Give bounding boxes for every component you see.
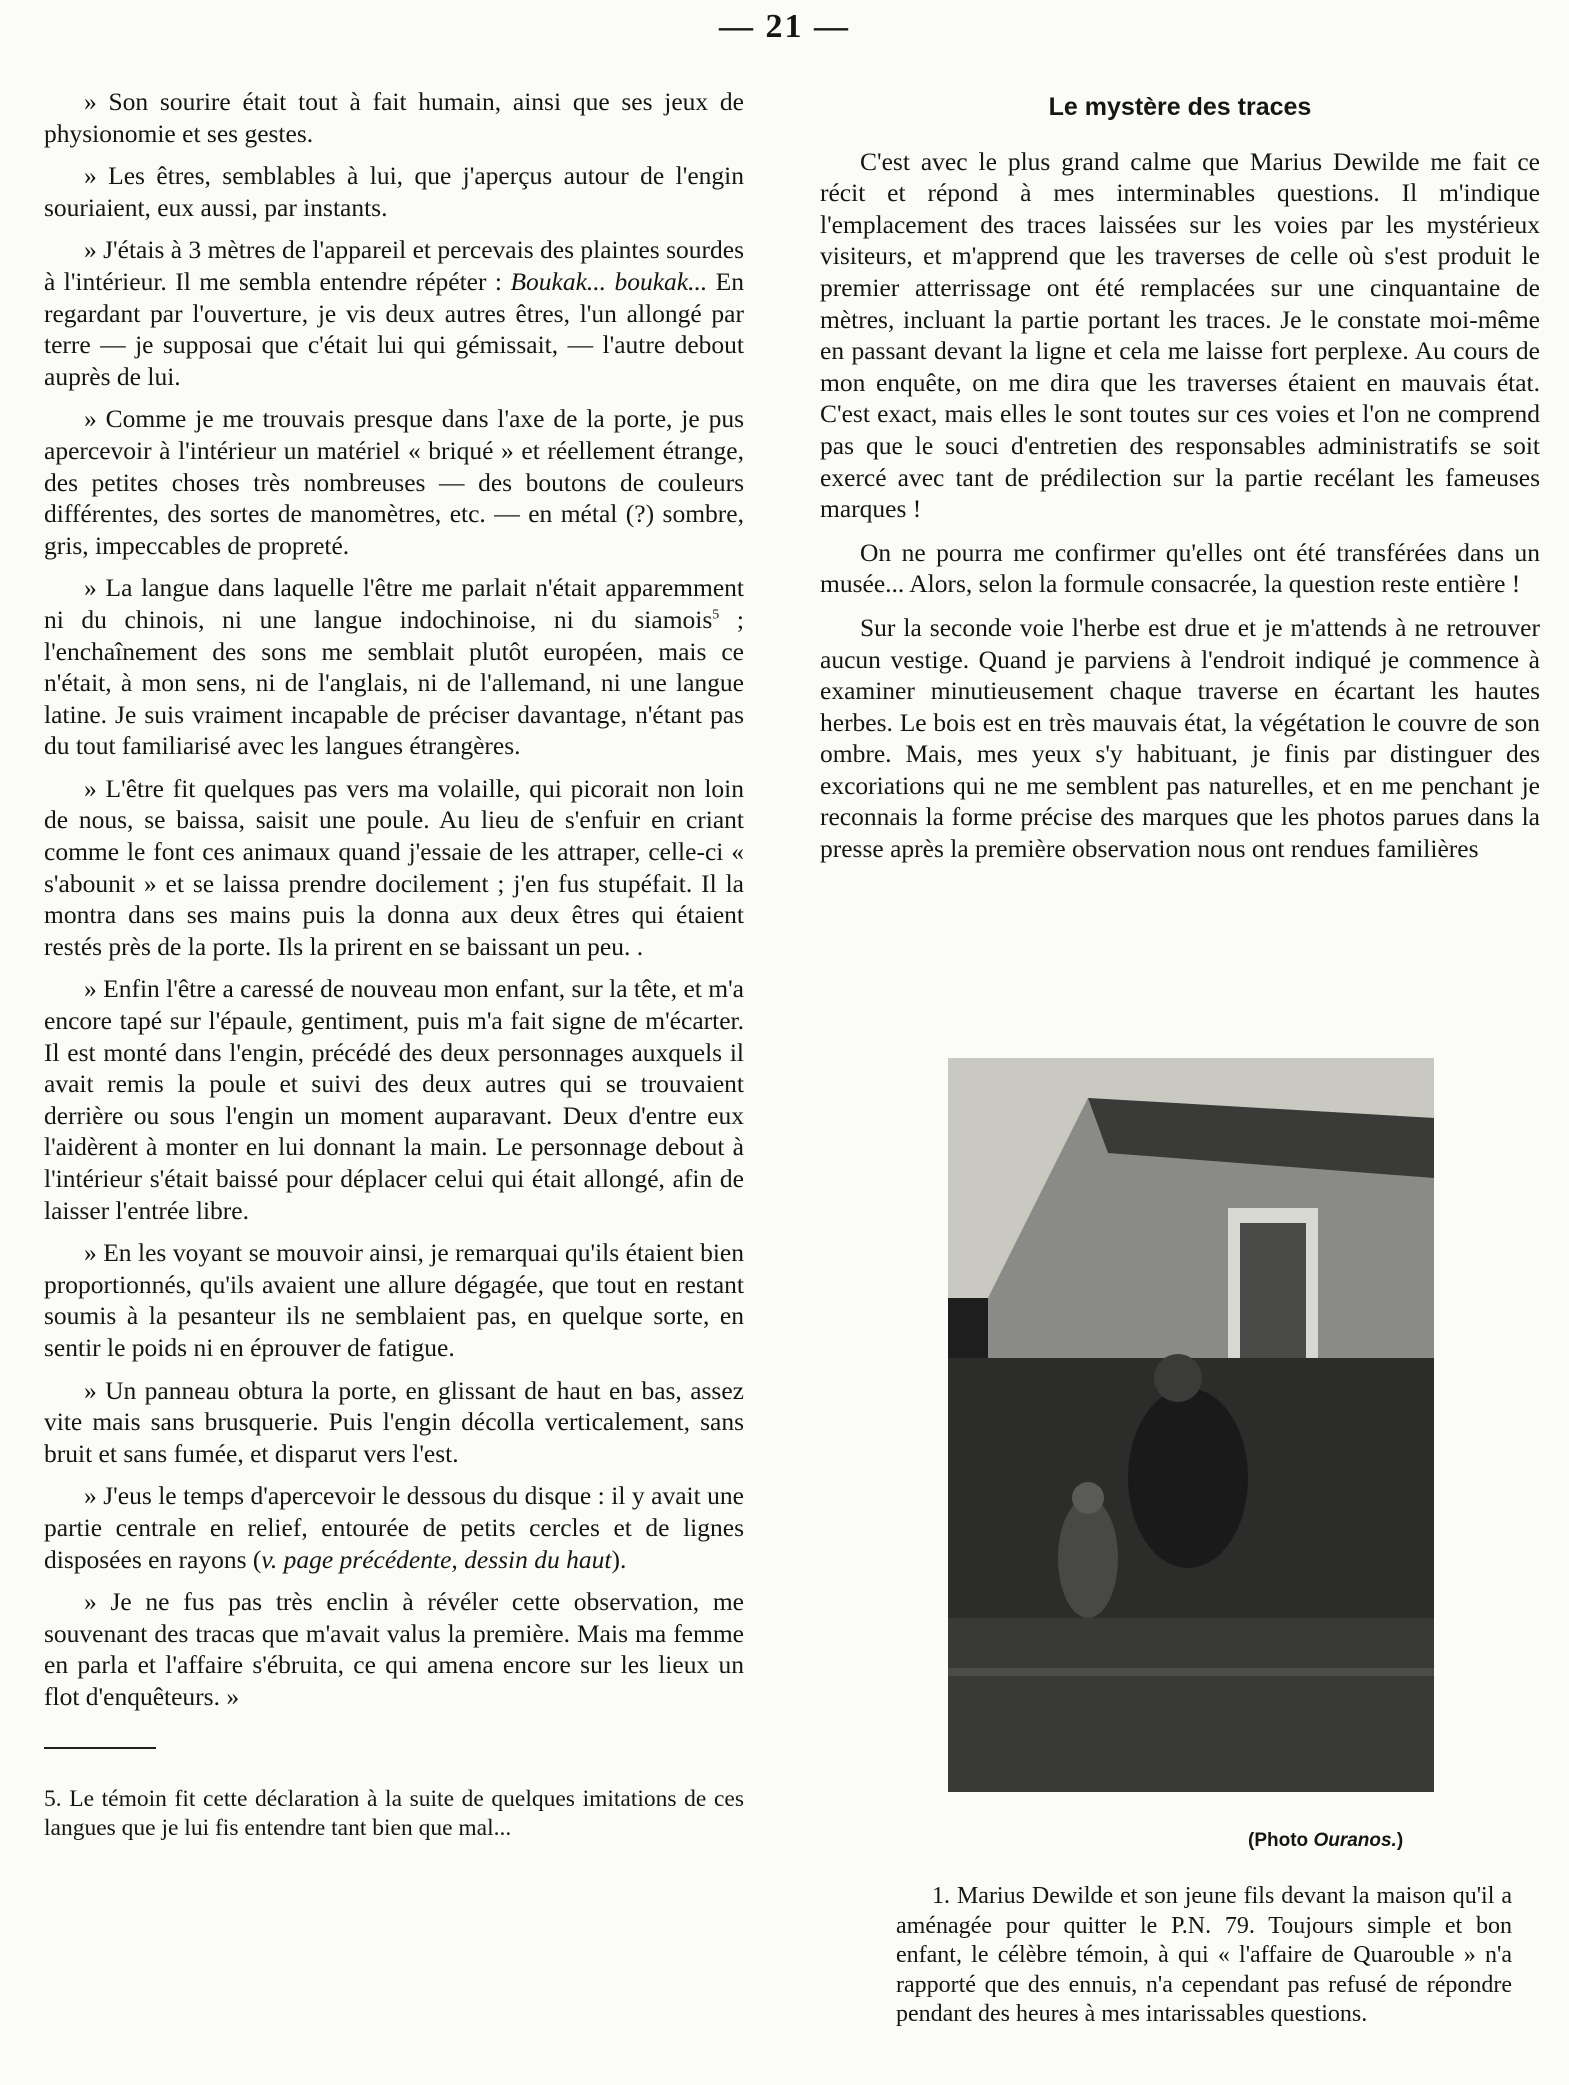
paragraph: » Enfin l'être a caressé de nouveau mon enfant, sur la tête, et m'a encore tapé sur l'épaule, gentiment, puis m'a fait signe de m'écarter. Il est monté dans l'engin, précédé des deux personnages auxquels il avait remis la poule et suivi des deux autres qui se trouvaient derrière ou sous l'engin un moment auparavant. Deux d'entre eux l'aidèrent à monter en lui donnant la main. Le personnage debout à l'intérieur s'était baissé pour déplacer celui qui était allongé, afin de laisser l'entrée libre. — [44, 974, 744, 1225]
paragraph: C'est avec le plus grand calme que Marius Dewilde me fait ce récit et répond à mes interminables questions. Il m'indique l'emplacement des traces laissées sur les voies par les mystérieux visiteurs, et m'apprend que les traverses de celle où s'est produit le premier atterrissage ont été remplacées sur une cinquantaine de mètres, incluant la partie portant les traces. Je le constate moi-même en passant devant la ligne et cela me laisse fort perplexe. Au cours de mon enquête, on me dira que les traverses étaient en mauvais état. C'est exact, mais elles le sont toutes sur ces voies et l'on ne comprend pas que le souci d'entretien des responsables administratifs se soit exercé avec tant de prédilection sur la partie recélant les fameuses marques ! — [820, 146, 1540, 524]
paragraph — [44, 572, 744, 762]
caption-text: 1. Marius Dewilde et son jeune fils devant la maison qu'il a aménagée pour quitter le P.N. 79. Toujours simple et bon enfant, le célèbre témoin, à qui « l'affaire de Quarouble » n'a rapporté que des ennuis, n'a cependant pas refusé de répondre pendant des heures à mes intarissables questions. — [896, 1883, 1512, 2027]
paragraph: » Les êtres, semblables à lui, que j'aperçus autour de l'engin souriaient, eux aussi, par instants. — [44, 161, 744, 222]
footnote — [44, 1785, 744, 1843]
paragraph: » Un panneau obtura la porte, en glissant de haut en bas, assez vite mais sans brusquerie. Puis l'engin décolla verticalement, sans bruit et sans fumée, et disparut vers l'est. — [44, 1375, 744, 1468]
paragraph-text: ; l'enchaînement des sons me semblait plutôt européen, mais ce n'était, à mon sens, ni de l'anglais, ni de l'allemand, ni une langue latine. Je suis vraiment incapable de préciser davantage, n'étant pas du tout familiarisé avec les langues étrangères. — [44, 604, 744, 761]
photo-dewilde-and-son — [948, 1058, 1434, 1792]
page-number: — 21 — — [719, 8, 850, 45]
photo-illustration — [948, 1058, 1434, 1792]
paragraph-text: ). — [611, 1544, 627, 1574]
paragraph: » En les voyant se mouvoir ainsi, je remarquai qu'ils étaient bien proportionnés, qu'ils avaient une allure dégagée, que tout en restant soumis à la pesanteur ils ne semblaient pas, en quelque sorte, en sentir le poids ni en éprouver de fatigue. — [44, 1238, 744, 1362]
right-column — [820, 92, 1540, 877]
paragraph-text: » J'étais à 3 mètres de l'appareil et percevais des plaintes sourdes à l'intérieur. Il me sembla entendre répéter : — [44, 235, 744, 296]
paragraph: On ne pourra me confirmer qu'elles ont été transférées dans un musée... Alors, selon la formule consacrée, la question reste entière ! — [820, 537, 1540, 599]
footnote-mark: 5 — [712, 607, 720, 623]
photo-credit-name: Ouranos. — [1313, 1830, 1397, 1851]
sound-quote: Boukak... boukak... — [510, 266, 708, 296]
left-column — [44, 86, 744, 1843]
paragraph — [44, 234, 744, 392]
paragraph: » Son sourire était tout à fait humain, ainsi que ses jeux de physionomie et ses gestes. — [44, 87, 744, 148]
photo-credit-prefix: (Photo — [1248, 1830, 1314, 1851]
photo-credit-suffix: ) — [1396, 1830, 1404, 1851]
paragraph-text: » La langue dans laquelle l'être me parlait n'était apparemment ni du chinois, ni une langue indochinoise, ni du siamois — [44, 573, 744, 634]
paragraph-text: » J'eus le temps d'apercevoir le dessous du disque : il y avait une partie centrale en relief, entourée de petits cercles et de lignes disposées en rayons ( — [44, 1481, 744, 1574]
paragraph: Sur la seconde voie l'herbe est drue et je m'attends à ne retrouver aucun vestige. Quand je parviens à l'endroit indiqué je commence à examiner minutieusement chaque traverse en écartant les hautes herbes. Le bois est en très mauvais état, la végétation le couvre de son ombre. Mais, mes yeux s'y habituant, je finis par distinguer des excoriations qui ne me semblent pas naturelles, et en me penchant je reconnais la forme précise des marques que les photos parues dans la presse après la première observation nous ont rendues familières — [820, 612, 1540, 864]
photo-credit — [1248, 1830, 1403, 1852]
paragraph: » Comme je me trouvais presque dans l'axe de la porte, je pus apercevoir à l'intérieur un matériel « briqué » et réellement étrange, des petites choses très nombreuses — des boutons de couleurs différentes, des sortes de manomètres, etc. — en métal (?) sombre, gris, impeccables de propreté. — [44, 404, 744, 560]
footnote-text: 5. Le témoin fit cette déclaration à la suite de quelques imitations de ces langues que je lui fis entendre tant bien que mal... — [44, 1785, 744, 1841]
page-reference: v. page précédente, dessin du haut — [261, 1544, 612, 1574]
footnote-divider — [44, 1747, 156, 1749]
paragraph: » Je ne fus pas très enclin à révéler cette observation, me souvenant des tracas que m'avait valus la première. Mais ma femme en parla et l'affaire s'ébruita, ce qui amena encore sur les lieux un flot d'enquêteurs. » — [44, 1587, 744, 1711]
photo-caption — [896, 1882, 1512, 2030]
section-heading: Le mystère des traces — [1048, 93, 1312, 121]
paragraph: » L'être fit quelques pas vers ma volaille, qui picorait non loin de nous, se baissa, saisit une poule. Au lieu de s'enfuir en criant comme le font ces animaux quand j'essaie de les attraper, celle-ci « s'abounit » et se laissa prendre docilement ; j'en fus stupéfait. Il la montra dans ses mains puis la donna aux deux êtres qui étaient restés près de la porte. Ils la prirent en se baissant un peu. . — [44, 773, 744, 961]
paragraph — [44, 1480, 744, 1575]
paragraph-text: En regardant par l'ouverture, je vis deux autres êtres, l'un allongé par terre — je supposai que c'était lui qui gémissait, — l'autre debout auprès de lui. — [44, 266, 744, 391]
